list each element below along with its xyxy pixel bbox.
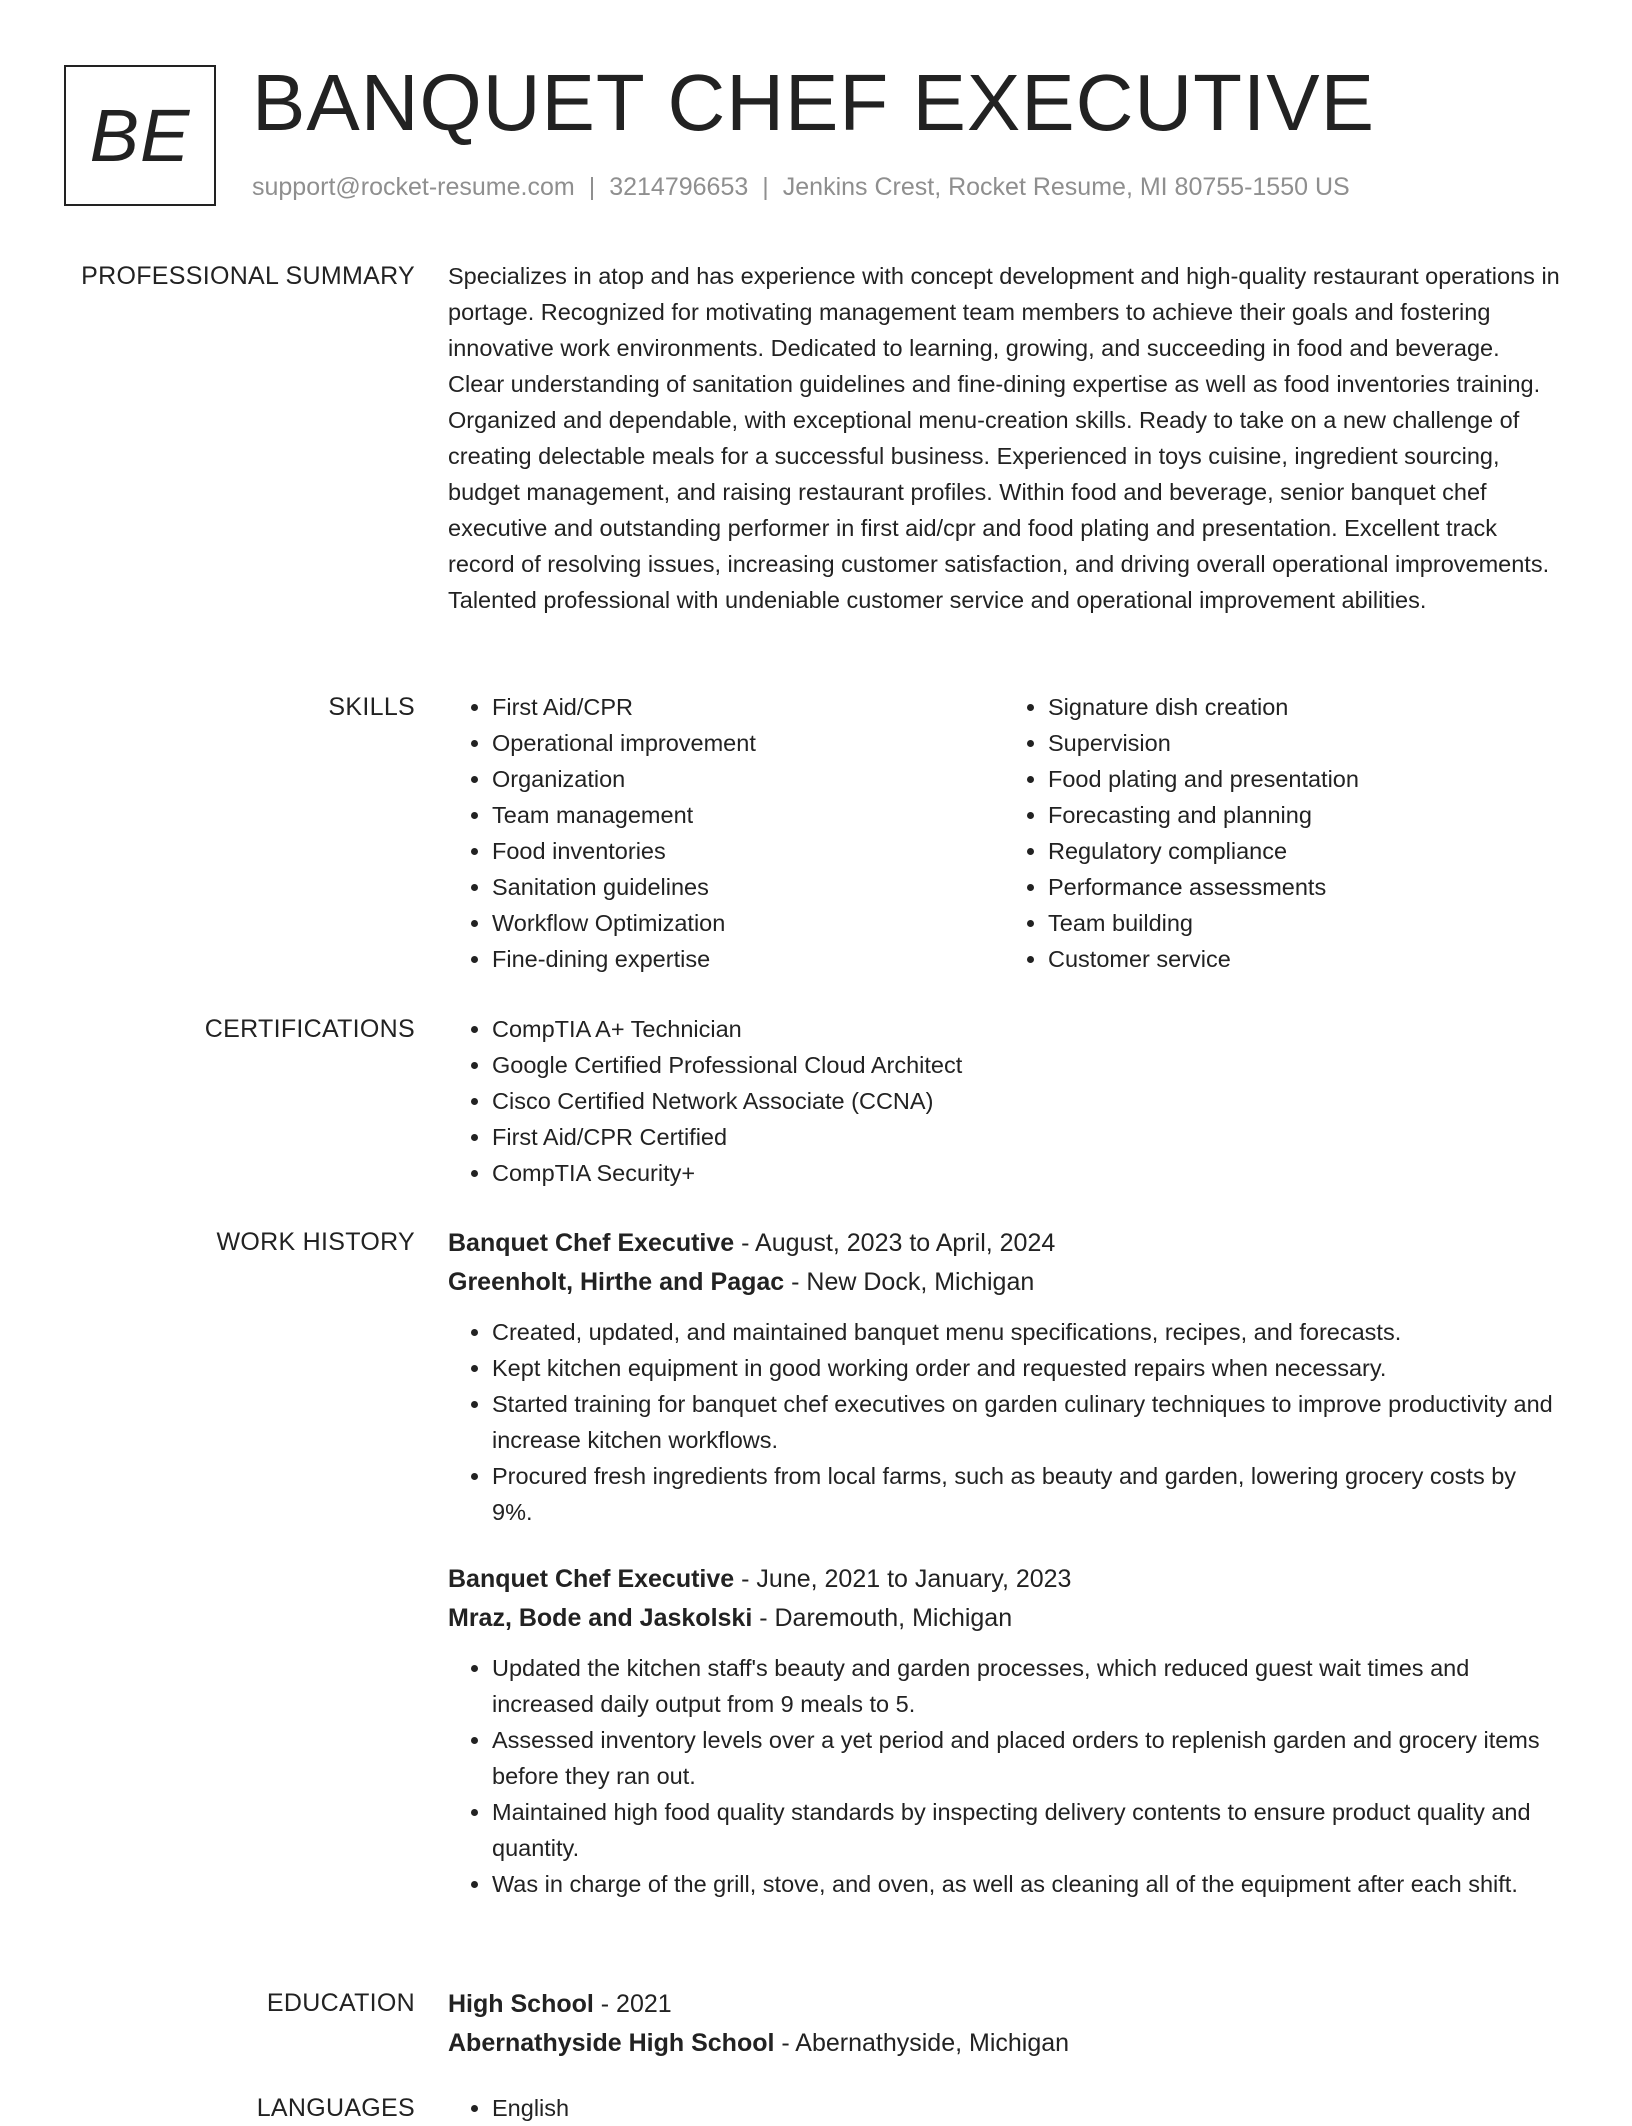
languages-body <box>448 2090 1560 2126</box>
job-bullet: • Maintained high food quality standards by inspecting delivery contents to ensure product quality and quantity. <box>492 1794 1560 1866</box>
certifications-list <box>448 1011 1560 1191</box>
summary-text: Specializes in atop and has experience with concept development and high-quality restaurant operations in portage. Recognized for motivating management team members to achieve their goals and fostering innovative work environments. Dedicated to learning, growing, and succeeding in food and beverage. Clear understanding of sanitation guidelines and fine-dining expertise as well as food inventories training. Organized and dependable, with exceptional menu-creation skills. Ready to take on a new challenge of creating delectable meals for a successful business. Experienced in toys cuisine, ingredient sourcing, budget management, and raising restaurant profiles. Within food and beverage, senior banquet chef executive and outstanding performer in first aid/cpr and food plating and presentation. Excellent track record of resolving issues, increasing customer satisfaction, and driving overall operational improvements. Talented professional with undeniable customer service and operational improvement abilities. <box>448 263 1560 613</box>
job-company: Greenholt, Hirthe and Pagac <box>448 1268 785 1296</box>
contact-address: Jenkins Crest, Rocket Resume, MI 80755-1550 US <box>782 173 1350 201</box>
section-title-languages: LANGUAGES <box>256 2094 415 2122</box>
certification-item: • CompTIA Security+ <box>492 1155 1560 1191</box>
contact-separator: | <box>588 173 596 201</box>
skill-item: • Performance assessments <box>1048 869 1560 905</box>
skill-item: • First Aid/CPR <box>492 689 1004 725</box>
job-bullets <box>448 1650 1560 1902</box>
job-role: Banquet Chef Executive <box>448 1229 735 1257</box>
skill-item: • Sanitation guidelines <box>492 869 1004 905</box>
contact-email[interactable]: support@rocket-resume.com <box>252 173 575 201</box>
languages-list <box>448 2090 1560 2126</box>
education-degree-line <box>448 1985 1560 2024</box>
contact-phone[interactable]: 3214796653 <box>609 173 749 201</box>
job-bullet: • Created, updated, and maintained banquet menu specifications, recipes, and forecasts. <box>492 1314 1560 1350</box>
education-year: - 2021 <box>600 1990 672 2018</box>
job-dates: - June, 2021 to January, 2023 <box>741 1565 1072 1593</box>
skill-item: • Regulatory compliance <box>1048 833 1560 869</box>
job-company: Mraz, Bode and Jaskolski <box>448 1604 753 1632</box>
job-bullets <box>448 1314 1560 1530</box>
job-entry <box>448 1560 1560 1902</box>
section-title-work-history: WORK HISTORY <box>216 1228 415 1256</box>
certification-item: • First Aid/CPR Certified <box>492 1119 1560 1155</box>
section-title-education: EDUCATION <box>266 1989 415 2017</box>
language-item: • English <box>492 2090 1560 2126</box>
job-location: - Daremouth, Michigan <box>759 1604 1013 1632</box>
education-body <box>448 1985 1560 2063</box>
section-title-skills: SKILLS <box>328 693 415 721</box>
job-bullet: • Was in charge of the grill, stove, and oven, as well as cleaning all of the equipment after each shift. <box>492 1866 1560 1902</box>
skill-item: • Food plating and presentation <box>1048 761 1560 797</box>
certification-item: • Cisco Certified Network Associate (CCNA) <box>492 1083 1560 1119</box>
skill-item: • Food inventories <box>492 833 1004 869</box>
monogram: BE <box>64 65 216 206</box>
resume-header <box>64 58 1584 210</box>
section-title-summary: PROFESSIONAL SUMMARY <box>81 262 415 290</box>
job-company-line <box>448 1263 1560 1302</box>
job-role: Banquet Chef Executive <box>448 1565 735 1593</box>
skill-item: • Forecasting and planning <box>1048 797 1560 833</box>
education-degree: High School <box>448 1990 594 2018</box>
skill-item: • Team building <box>1048 905 1560 941</box>
job-dates: - August, 2023 to April, 2024 <box>741 1229 1056 1257</box>
skill-item: • Organization <box>492 761 1004 797</box>
job-bullet: • Procured fresh ingredients from local farms, such as beauty and garden, lowering grocery costs by 9%. <box>492 1458 1560 1530</box>
skill-item: • Customer service <box>1048 941 1560 977</box>
skill-item: • Workflow Optimization <box>492 905 1004 941</box>
skill-item: • Team management <box>492 797 1004 833</box>
contact-line <box>252 173 1350 202</box>
job-bullet: • Kept kitchen equipment in good working order and requested repairs when necessary. <box>492 1350 1560 1386</box>
certification-item: • Google Certified Professional Cloud Architect <box>492 1047 1560 1083</box>
contact-separator: | <box>762 173 769 201</box>
job-title-line <box>448 1560 1560 1599</box>
job-company-line <box>448 1599 1560 1638</box>
education-school-line <box>448 2024 1560 2063</box>
resume-name: BANQUET CHEF EXECUTIVE <box>252 58 1375 147</box>
job-bullet: • Assessed inventory levels over a yet period and placed orders to replenish garden and grocery items before they ran out. <box>492 1722 1560 1794</box>
skills-list-left <box>448 689 1004 977</box>
job-bullet: • Updated the kitchen staff's beauty and garden processes, which reduced guest wait times and increased daily output from 9 meals to 5. <box>492 1650 1560 1722</box>
job-bullet: • Started training for banquet chef executives on garden culinary techniques to improve productivity and increase kitchen workflows. <box>492 1386 1560 1458</box>
certifications-body <box>448 1011 1560 1191</box>
work-history-body <box>448 1224 1560 1902</box>
job-entry <box>448 1224 1560 1530</box>
skill-item: • Signature dish creation <box>1048 689 1560 725</box>
education-location: - Abernathyside, Michigan <box>781 2029 1070 2057</box>
section-title-certifications: CERTIFICATIONS <box>204 1015 415 1043</box>
skill-item: • Operational improvement <box>492 725 1004 761</box>
certification-item: • CompTIA A+ Technician <box>492 1011 1560 1047</box>
job-title-line <box>448 1224 1560 1263</box>
job-location: - New Dock, Michigan <box>791 1268 1035 1296</box>
skill-item: • Fine-dining expertise <box>492 941 1004 977</box>
skill-item: • Supervision <box>1048 725 1560 761</box>
skills-list-right <box>1004 689 1560 977</box>
skills-columns <box>448 689 1560 977</box>
education-school: Abernathyside High School <box>448 2029 775 2057</box>
